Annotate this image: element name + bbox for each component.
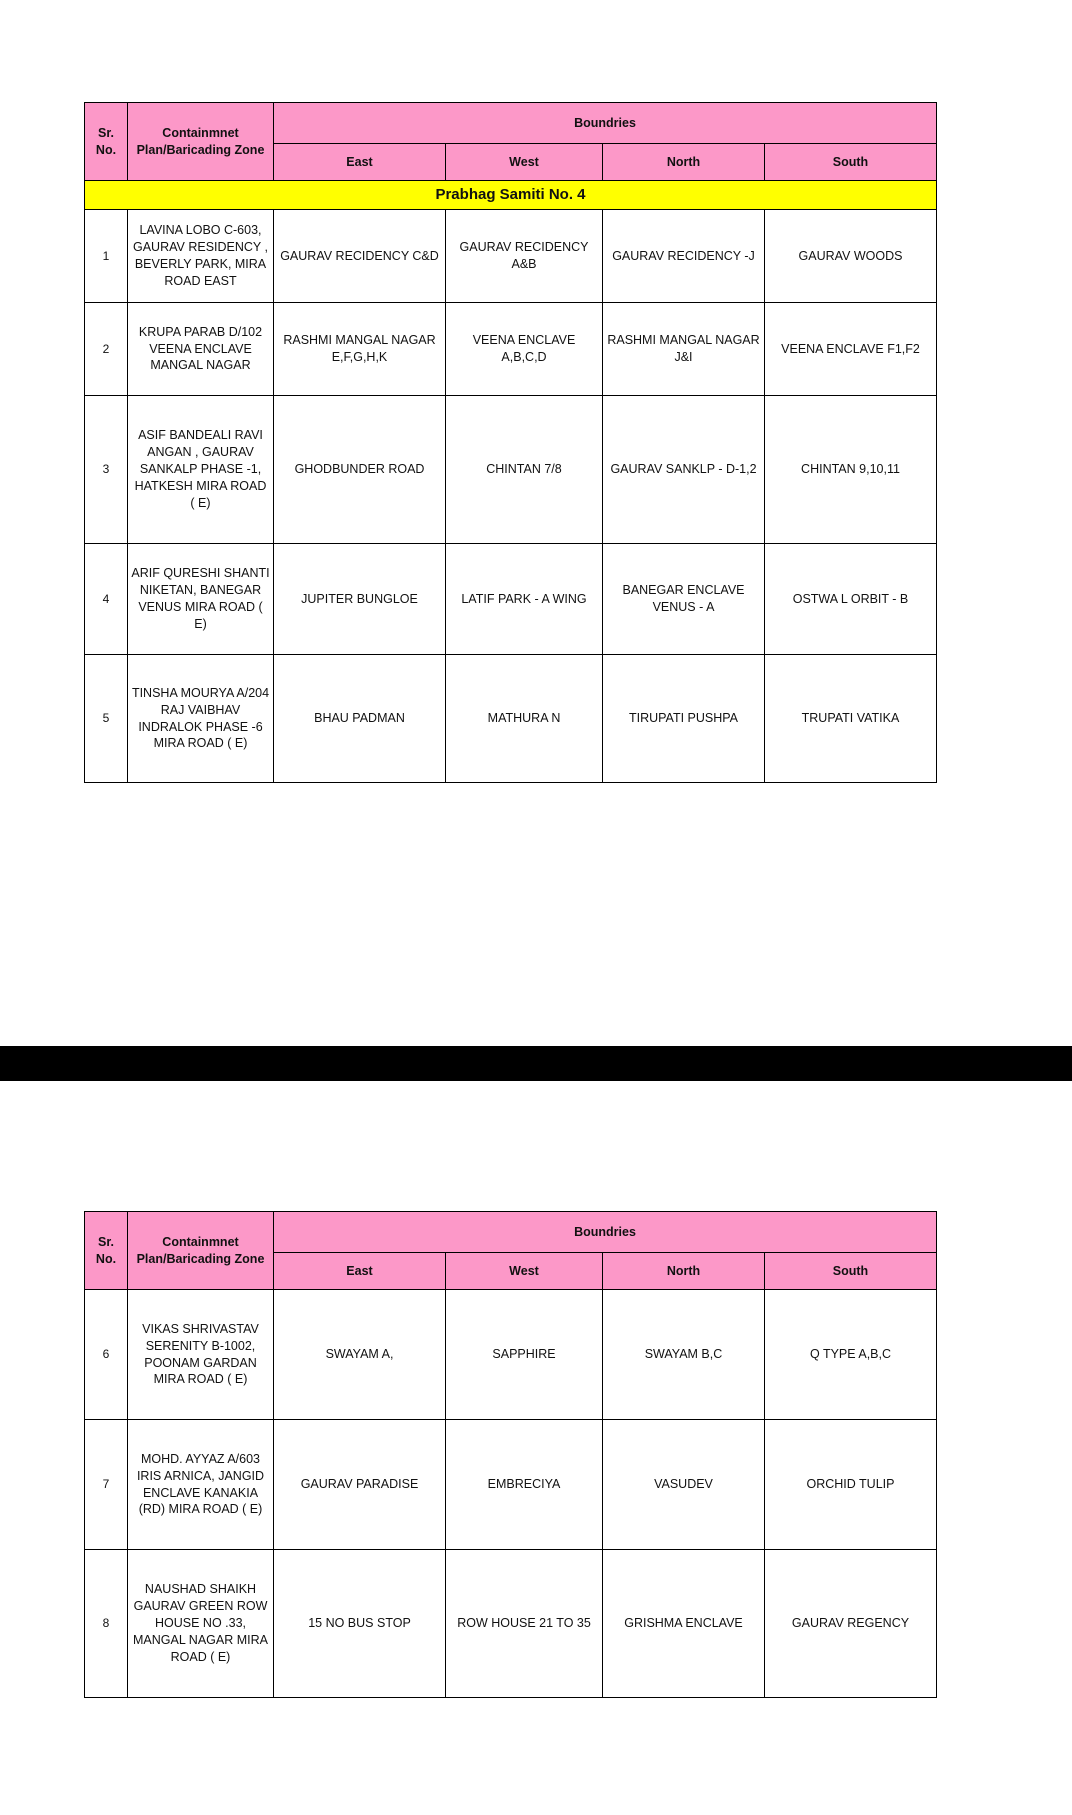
cell-west: SAPPHIRE <box>446 1290 603 1420</box>
header-south: South <box>765 144 937 181</box>
cell-west: EMBRECIYA <box>446 1420 603 1550</box>
containment-table-1 <box>84 102 937 783</box>
cell-west: MATHURA N <box>446 655 603 783</box>
cell-south: GAURAV REGENCY <box>765 1550 937 1698</box>
header-boundaries: Boundries <box>274 1212 937 1253</box>
cell-east: BHAU PADMAN <box>274 655 446 783</box>
cell-south: ORCHID TULIP <box>765 1420 937 1550</box>
cell-north: SWAYAM B,C <box>603 1290 765 1420</box>
header-south: South <box>765 1253 937 1290</box>
table-row <box>85 1420 937 1550</box>
page-separator <box>0 1046 1072 1081</box>
cell-sr: 3 <box>85 396 128 544</box>
header-north: North <box>603 1253 765 1290</box>
cell-zone: ARIF QURESHI SHANTI NIKETAN, BANEGAR VENUS MIRA ROAD ( E) <box>128 544 274 655</box>
cell-sr: 2 <box>85 303 128 396</box>
cell-east: GAURAV PARADISE <box>274 1420 446 1550</box>
cell-south: OSTWA L ORBIT - B <box>765 544 937 655</box>
cell-zone: VIKAS SHRIVASTAV SERENITY B-1002, POONAM GARDAN MIRA ROAD ( E) <box>128 1290 274 1420</box>
header-zone: Containmnet Plan/Baricading Zone <box>128 103 274 181</box>
header-sr-no: Sr. No. <box>85 103 128 181</box>
cell-south: TRUPATI VATIKA <box>765 655 937 783</box>
table-row <box>85 655 937 783</box>
header-north: North <box>603 144 765 181</box>
cell-north: GAURAV RECIDENCY -J <box>603 210 765 303</box>
table-row <box>85 303 937 396</box>
cell-zone: KRUPA PARAB D/102 VEENA ENCLAVE MANGAL NAGAR <box>128 303 274 396</box>
containment-table-2 <box>84 1211 937 1698</box>
cell-sr: 7 <box>85 1420 128 1550</box>
cell-west: CHINTAN 7/8 <box>446 396 603 544</box>
cell-east: GAURAV RECIDENCY C&D <box>274 210 446 303</box>
cell-west: VEENA ENCLAVE A,B,C,D <box>446 303 603 396</box>
cell-sr: 5 <box>85 655 128 783</box>
cell-south: CHINTAN 9,10,11 <box>765 396 937 544</box>
header-east: East <box>274 1253 446 1290</box>
cell-north: GRISHMA ENCLAVE <box>603 1550 765 1698</box>
cell-east: GHODBUNDER ROAD <box>274 396 446 544</box>
table-row <box>85 210 937 303</box>
cell-zone: ASIF BANDEALI RAVI ANGAN , GAURAV SANKALP PHASE -1, HATKESH MIRA ROAD ( E) <box>128 396 274 544</box>
header-zone: Containmnet Plan/Baricading Zone <box>128 1212 274 1290</box>
table-row <box>85 1550 937 1698</box>
cell-west: LATIF PARK - A WING <box>446 544 603 655</box>
cell-south: VEENA ENCLAVE F1,F2 <box>765 303 937 396</box>
prabhag-samiti-band: Prabhag Samiti No. 4 <box>85 181 937 210</box>
header-boundaries: Boundries <box>274 103 937 144</box>
table-row <box>85 544 937 655</box>
cell-north: BANEGAR ENCLAVE VENUS - A <box>603 544 765 655</box>
cell-east: JUPITER BUNGLOE <box>274 544 446 655</box>
header-west: West <box>446 1253 603 1290</box>
header-west: West <box>446 144 603 181</box>
cell-south: GAURAV WOODS <box>765 210 937 303</box>
cell-south: Q TYPE A,B,C <box>765 1290 937 1420</box>
table-row <box>85 1290 937 1420</box>
cell-north: RASHMI MANGAL NAGAR J&I <box>603 303 765 396</box>
cell-north: TIRUPATI PUSHPA <box>603 655 765 783</box>
cell-west: ROW HOUSE 21 TO 35 <box>446 1550 603 1698</box>
cell-west: GAURAV RECIDENCY A&B <box>446 210 603 303</box>
cell-sr: 1 <box>85 210 128 303</box>
cell-sr: 4 <box>85 544 128 655</box>
cell-north: VASUDEV <box>603 1420 765 1550</box>
cell-east: RASHMI MANGAL NAGAR E,F,G,H,K <box>274 303 446 396</box>
cell-east: SWAYAM A, <box>274 1290 446 1420</box>
cell-north: GAURAV SANKLP - D-1,2 <box>603 396 765 544</box>
cell-sr: 8 <box>85 1550 128 1698</box>
table-row <box>85 396 937 544</box>
header-sr-no: Sr. No. <box>85 1212 128 1290</box>
cell-east: 15 NO BUS STOP <box>274 1550 446 1698</box>
cell-zone: LAVINA LOBO C-603, GAURAV RESIDENCY , BEVERLY PARK, MIRA ROAD EAST <box>128 210 274 303</box>
cell-zone: TINSHA MOURYA A/204 RAJ VAIBHAV INDRALOK PHASE -6 MIRA ROAD ( E) <box>128 655 274 783</box>
cell-sr: 6 <box>85 1290 128 1420</box>
header-east: East <box>274 144 446 181</box>
cell-zone: NAUSHAD SHAIKH GAURAV GREEN ROW HOUSE NO .33, MANGAL NAGAR MIRA ROAD ( E) <box>128 1550 274 1698</box>
cell-zone: MOHD. AYYAZ A/603 IRIS ARNICA, JANGID ENCLAVE KANAKIA (RD) MIRA ROAD ( E) <box>128 1420 274 1550</box>
